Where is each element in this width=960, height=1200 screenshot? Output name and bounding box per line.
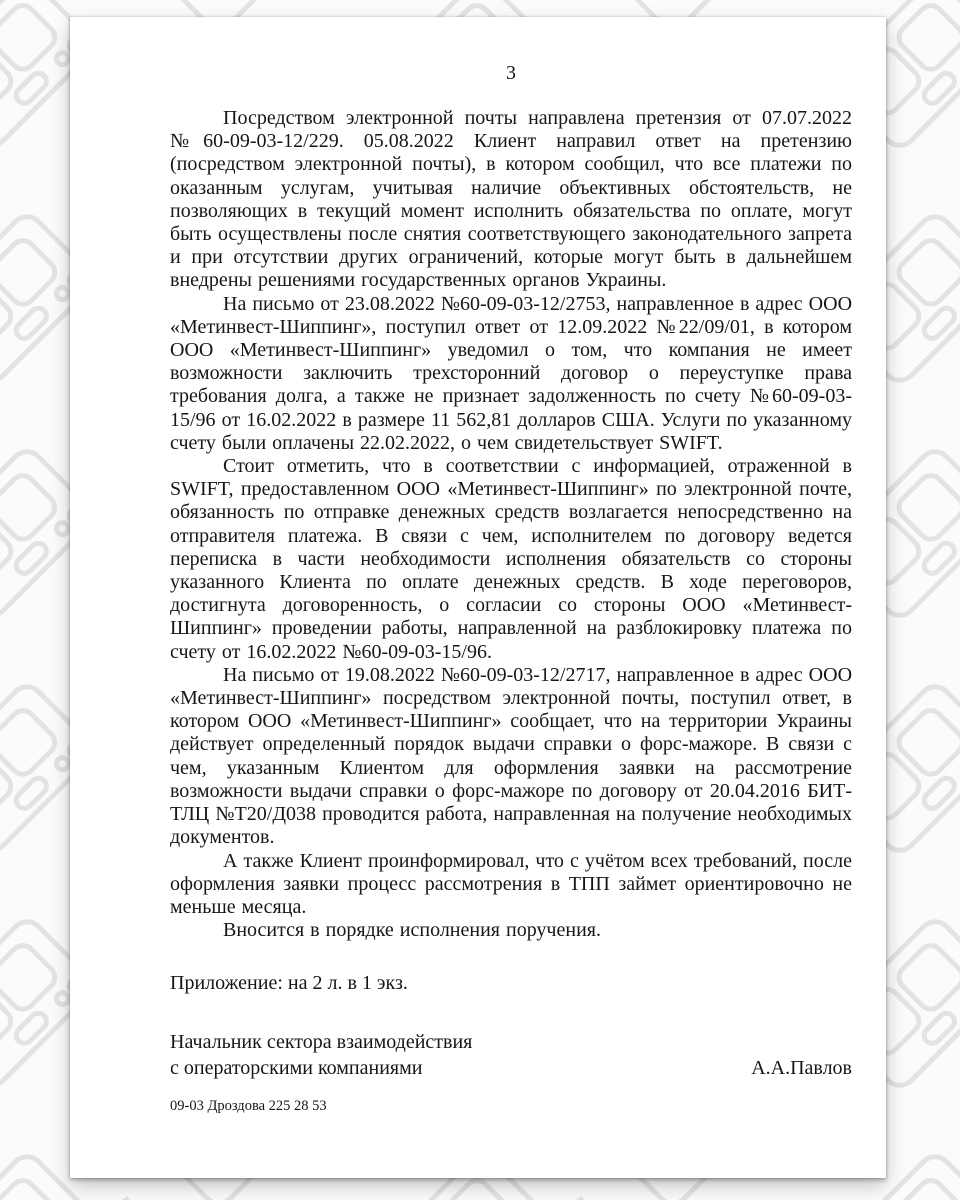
signatory-title-line1: Начальник сектора взаимодействия (170, 1031, 473, 1054)
paragraph-1: Посредством электронной почты направлена претензия от 07.07.2022 №60-09-03-12/229. 05.08.2022 Клиент направил ответ на претензию (посредством электронной почты), в котором сообщил, что все платежи по оказанным услугам, учитывая наличие объективных обстоятельств, не позволяющих в текущий момент исполнить обязательства по оплате, могут быть осуществлены после снятия соответствующего законодательного запрета и при отсутствии других ограничений, которые могут быть в дальнейшем внедрены решениями государственных органов Украины. (170, 107, 852, 292)
paragraph-4: На письмо от 19.08.2022 №60-09-03-12/2717, направленное в адрес ООО «Метинвест-Шиппинг» посредством электронной почты, поступил ответ, в котором ООО «Метинвест-Шиппинг» сообщает, что на территории Украины действует определенный порядок выдачи справки о форс-мажоре. В связи с чем, указанным Клиентом для оформления заявки на рассмотрение возможности выдачи справки о форс-мажоре по договору от 20.04.2016 БИТ-ТЛЦ №Т20/Д038 проводится работа, направленная на получение необходимых документов. (170, 663, 853, 849)
page-number: 3 (506, 62, 516, 84)
paragraph-3: Стоит отметить, что в соответствии с информацией, отраженной в SWIFT, предоставленном ООО «Метинвест-Шиппинг» по электронной почте, обязанность по отправке денежных средств возлагается непосредственно на отправителя платежа. В связи с чем, исполнителем по договору ведется переписка в части необходимости исполнения обязательств со стороны указанного Клиента по оплате денежных средств. В ходе переговоров, достигнута договоренность, о согласии со стороны ООО «Метинвест-Шиппинг» проведении работы, направленной на разблокировку платежа по счету от 16.02.2022 №60-09-03-15/96. (170, 455, 852, 663)
document-page (70, 17, 886, 1178)
paragraph-6: Вносится в порядке исполнения поручения. (223, 919, 601, 942)
document-body (170, 107, 852, 942)
attachment-line: Приложение: на 2 л. в 1 экз. (170, 972, 408, 995)
paragraph-2: На письмо от 23.08.2022 №60-09-03-12/2753, направленное в адрес ООО «Метинвест-Шиппинг», поступил ответ от 12.09.2022 №22/09/01, в котором ООО «Метинвест-Шиппинг» уведомил о том, что компания не имеет возможности заключить трехсторонний договор о переуступке права требования долга, а также не признает задолженность по счету №60-09-03-15/96 от 16.02.2022 в размере 11 562,81 долларов США. Услуги по указанному счету были оплачены 22.02.2022, о чем свидетельствует SWIFT. (170, 292, 853, 454)
signatory-name: А.А.Павлов (751, 1057, 852, 1080)
signatory-title (170, 1029, 472, 1081)
signatory-title-line2: с операторскими компаниями (170, 1057, 423, 1080)
paragraph-5: А также Клиент проинформировал, что с учётом всех требований, после оформления заявки процесс рассмотрения в ТПП займет ориентировочно не меньше месяца. (170, 849, 852, 918)
executor-note: 09-03 Дроздова 225 28 53 (170, 1098, 327, 1115)
signature-block (170, 1029, 852, 1081)
